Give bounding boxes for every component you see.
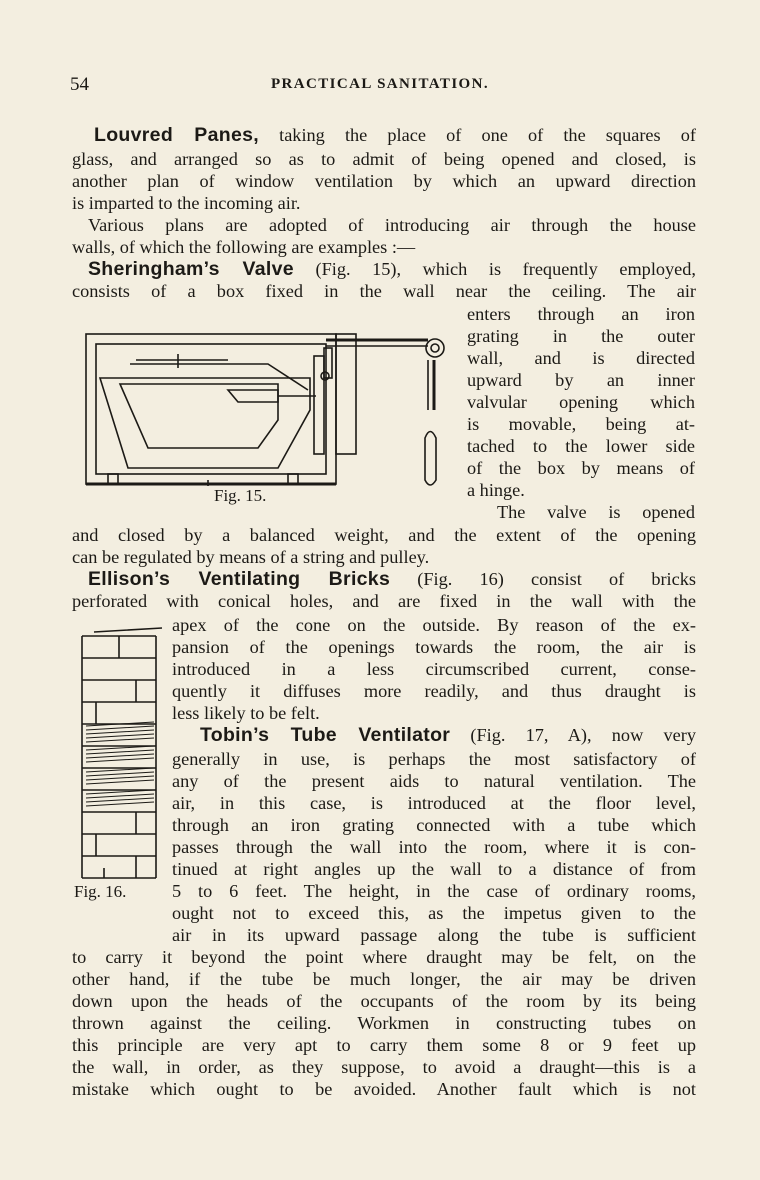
text-run: thrown against the ceiling. Workmen in constructing tubes on bbox=[72, 1013, 696, 1033]
text-line bbox=[467, 303, 695, 325]
text-run: (Fig. 15), which is frequently employed, bbox=[293, 259, 696, 279]
text-run: the wall, in order, as they suppose, to avoid a draught—this is a bbox=[72, 1057, 696, 1077]
text-run: 5 to 6 feet. The height, in the case of ordinary rooms, bbox=[172, 881, 696, 901]
text-run: is imparted to the incoming air. bbox=[72, 193, 301, 213]
text-line bbox=[72, 524, 696, 546]
text-line bbox=[172, 770, 696, 792]
text-run: a hinge. bbox=[467, 480, 525, 500]
text-line bbox=[497, 501, 695, 523]
text-line bbox=[72, 946, 696, 968]
text-run: passes through the wall into the room, where it is con- bbox=[172, 837, 696, 857]
text-run: walls, of which the following are examples :— bbox=[72, 237, 416, 257]
text-run: tinued at right angles up the wall to a distance of from bbox=[172, 859, 696, 879]
text-line bbox=[467, 369, 695, 391]
running-title: PRACTICAL SANITATION. bbox=[270, 76, 490, 92]
text-line bbox=[172, 748, 696, 770]
text-line bbox=[172, 614, 696, 636]
figure-15-sheringham-valve bbox=[78, 320, 468, 495]
text-run: wall, and is directed bbox=[467, 348, 695, 368]
text-run: grating in the outer bbox=[467, 326, 695, 346]
text-line bbox=[172, 680, 696, 702]
text-run: taking the place of one of the squares of bbox=[258, 125, 696, 145]
text-line bbox=[88, 214, 696, 236]
text-run: other hand, if the tube be much longer, the air may be driven bbox=[72, 969, 696, 989]
text-line bbox=[172, 658, 696, 680]
text-line bbox=[172, 902, 696, 924]
text-line bbox=[72, 590, 696, 612]
text-line bbox=[72, 968, 696, 990]
text-run: air, in this case, is introduced at the floor level, bbox=[172, 793, 696, 813]
text-run: of the box by means of bbox=[467, 458, 695, 478]
text-run: pansion of the openings towards the room, the air is bbox=[172, 637, 696, 657]
heading-term: Tobin’s Tube Ventilator bbox=[200, 724, 451, 746]
text-line bbox=[467, 479, 695, 501]
text-run: upward by an inner bbox=[467, 370, 695, 390]
text-line bbox=[88, 568, 696, 590]
figure-16-caption: Fig. 16. bbox=[74, 882, 127, 901]
text-run: is movable, being at- bbox=[467, 414, 695, 434]
text-line bbox=[72, 236, 696, 258]
text-line bbox=[72, 990, 696, 1012]
text-line bbox=[72, 1034, 696, 1056]
text-run: valvular opening which bbox=[467, 392, 695, 412]
text-run: consists of a box fixed in the wall near the ceiling. The air bbox=[72, 281, 696, 301]
text-run: less likely to be felt. bbox=[172, 703, 320, 723]
text-run: The valve is opened bbox=[497, 502, 695, 522]
text-line bbox=[200, 724, 696, 746]
text-line bbox=[72, 280, 696, 302]
text-line bbox=[467, 435, 695, 457]
text-line bbox=[172, 880, 696, 902]
text-run: any of the present aids to natural ventilation. The bbox=[172, 771, 696, 791]
text-run: through an iron grating connected with a tube which bbox=[172, 815, 696, 835]
text-run: enters through an iron bbox=[467, 304, 695, 324]
text-run: Various plans are adopted of introducing air through the house bbox=[88, 215, 696, 235]
text-line bbox=[467, 347, 695, 369]
text-run: tached to the lower side bbox=[467, 436, 695, 456]
page-number: 54 bbox=[70, 74, 89, 95]
text-line bbox=[72, 148, 696, 170]
text-run: can be regulated by means of a string and pulley. bbox=[72, 547, 430, 567]
text-line bbox=[72, 1078, 696, 1100]
text-run: (Fig. 17, A), now very bbox=[450, 725, 696, 745]
heading-term: Louvred Panes, bbox=[94, 124, 259, 146]
text-run: air in its upward passage along the tube is sufficient bbox=[172, 925, 696, 945]
text-run: perforated with conical holes, and are fixed in the wall with the bbox=[72, 591, 696, 611]
text-run: this principle are very apt to carry them some 8 or 9 feet up bbox=[72, 1035, 696, 1055]
text-line bbox=[467, 457, 695, 479]
text-line bbox=[172, 814, 696, 836]
figure-15-caption: Fig. 15. bbox=[214, 486, 267, 505]
text-line bbox=[172, 836, 696, 858]
text-line bbox=[172, 636, 696, 658]
page-header bbox=[70, 74, 690, 100]
text-run: apex of the cone on the outside. By reason of the ex- bbox=[172, 615, 696, 635]
text-run: glass, and arranged so as to admit of being opened and closed, is bbox=[72, 149, 696, 169]
text-line bbox=[72, 170, 696, 192]
text-run: ought not to exceed this, as the impetus given to the bbox=[172, 903, 696, 923]
text-line bbox=[88, 258, 696, 280]
text-run: generally in use, is perhaps the most satisfactory of bbox=[172, 749, 696, 769]
text-line bbox=[94, 124, 696, 146]
text-line bbox=[467, 325, 695, 347]
text-line bbox=[467, 413, 695, 435]
text-run: introduced in a less circumscribed current, conse- bbox=[172, 659, 696, 679]
heading-term: Ellison’s Ventilating Bricks bbox=[88, 568, 391, 590]
text-line bbox=[172, 924, 696, 946]
text-line bbox=[72, 1056, 696, 1078]
text-line bbox=[72, 1012, 696, 1034]
text-line bbox=[172, 792, 696, 814]
text-line bbox=[72, 546, 696, 568]
heading-term: Sheringham’s Valve bbox=[88, 258, 294, 280]
text-run: down upon the heads of the occupants of the room by its being bbox=[72, 991, 696, 1011]
text-line bbox=[467, 391, 695, 413]
text-run: quently it diffuses more readily, and thus draught is bbox=[172, 681, 696, 701]
text-run: another plan of window ventilation by which an upward direction bbox=[72, 171, 696, 191]
text-run: (Fig. 16) consist of bricks bbox=[390, 569, 697, 589]
figure-16-ellison-bricks bbox=[74, 622, 174, 884]
text-line bbox=[72, 192, 696, 214]
text-run: and closed by a balanced weight, and the extent of the opening bbox=[72, 525, 696, 545]
text-run: mistake which ought to be avoided. Another fault which is not bbox=[72, 1079, 696, 1099]
text-line bbox=[172, 858, 696, 880]
text-run: to carry it beyond the point where draught may be felt, on the bbox=[72, 947, 696, 967]
text-line bbox=[172, 702, 696, 724]
